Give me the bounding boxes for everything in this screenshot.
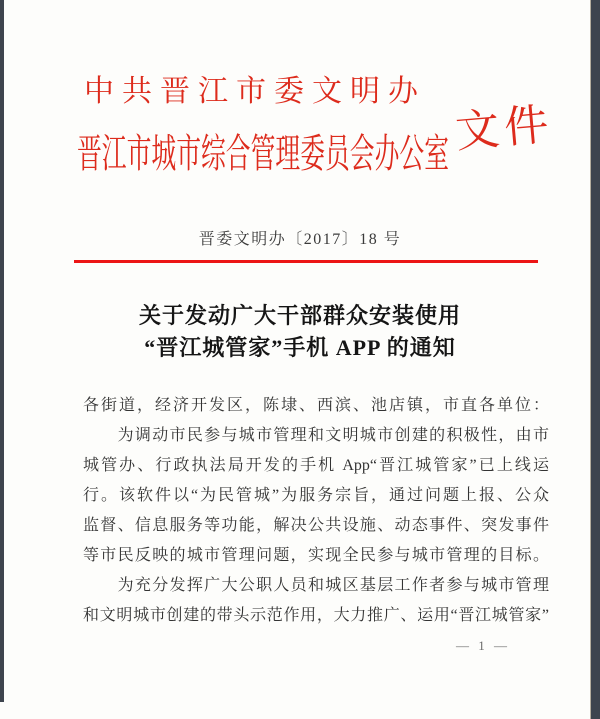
letterhead-org-line2: 晋江市城市综合管理委员会办公室 [77, 131, 449, 176]
letterhead-doc-type-label: 文件 [453, 99, 556, 158]
document-title-line2: “晋江城管家”手机 APP 的通知 [144, 335, 456, 360]
body-text-line: 和文明城市创建的带头示范作用，大力推广、运用“晋江城管家” [83, 607, 549, 624]
page-number: — 1 — [456, 638, 510, 653]
body-salutation-line: 各街道，经济开发区，陈埭、西滨、池店镇，市直各单位： [83, 397, 549, 414]
body-text-line: 为调动市民参与城市管理和文明城市创建的积极性，由市 [83, 427, 549, 444]
document-title-line1: 关于发动广大干部群众安装使用 [138, 303, 461, 328]
body-text-line: 为充分发挥广大公职人员和城区基层工作者参与城市管理 [83, 577, 549, 594]
body-text-line: 等市民反映的城市管理问题，实现全民参与城市管理的目标。 [83, 547, 549, 564]
body-text-line: 监督、信息服务等功能，解决公共设施、动态事件、突发事件 [83, 517, 549, 534]
letterhead-org-line1: 中共晋江市委文明办 [84, 75, 426, 108]
red-separator-rule [74, 260, 538, 263]
document-body [83, 391, 549, 631]
body-text-line: 城管办、行政执法局开发的手机 App“晋江城管家”已上线运 [83, 457, 549, 474]
document-number: 晋委文明办〔2017〕18 号 [198, 231, 402, 248]
body-text-line: 行。该软件以“为民管城”为服务宗旨，通过问题上报、公众 [83, 487, 549, 504]
